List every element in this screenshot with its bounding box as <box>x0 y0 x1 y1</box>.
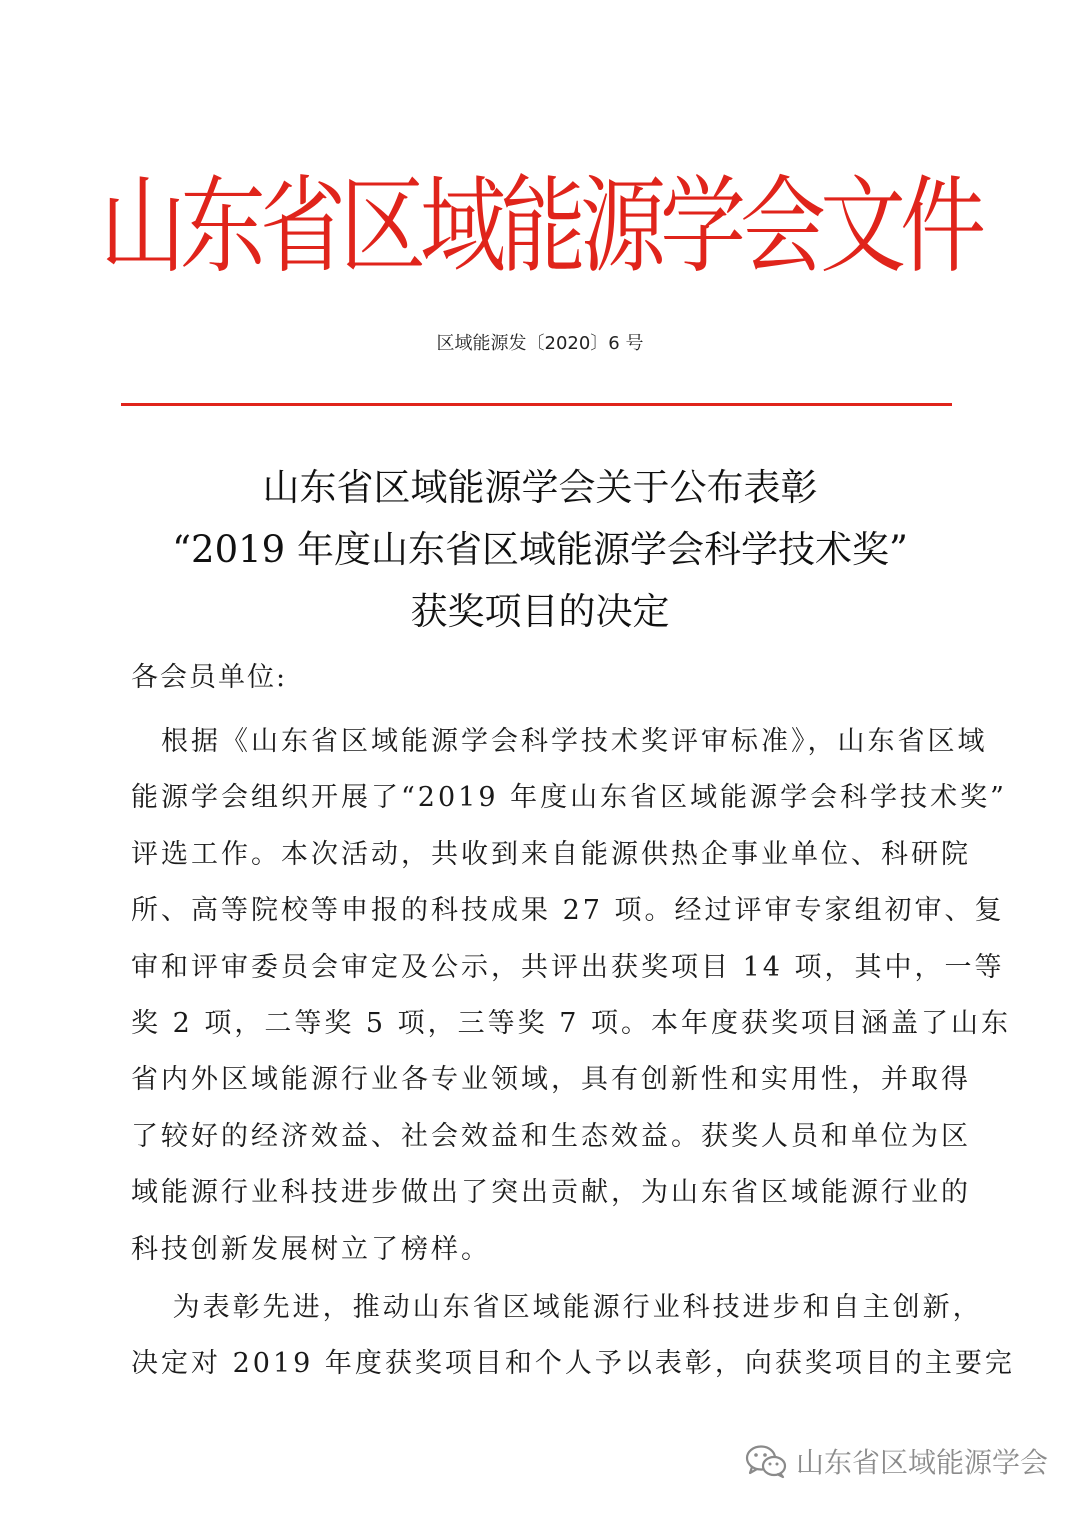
paragraph-line: 评选工作。本次活动，共收到来自能源供热企事业单位、科研院 <box>131 838 971 870</box>
paragraph-line: 为表彰先进，推动山东省区域能源行业科技进步和自主创新， <box>131 1292 983 1323</box>
paragraph-line: 能源学会组织开展了“2019 年度山东省区域能源学会科学技术奖” <box>131 782 1007 814</box>
red-divider-rule <box>121 403 952 406</box>
salutation: 各会员单位: <box>131 662 288 693</box>
paragraph-2 <box>131 1280 1015 1393</box>
paragraph-line: 域能源行业科技进步做出了突出贡献，为山东省区域能源行业的 <box>131 1177 971 1209</box>
title-line-3: 获奖项目的决定 <box>410 590 670 633</box>
paragraph-line: 决定对 2019 年度获奖项目和个人予以表彰，向获奖项目的主要完 <box>131 1348 1015 1380</box>
wechat-icon <box>744 1443 788 1479</box>
paragraph-1 <box>131 714 1012 1278</box>
paragraph-line: 奖 2 项，二等奖 5 项，三等奖 7 项。本年度获奖项目涵盖了山东 <box>131 1007 1012 1039</box>
masthead-title: 山东省区域能源学会文件 <box>100 166 980 289</box>
paragraph-line: 根据《山东省区域能源学会科学技术奖评审标准》，山东省区域 <box>131 726 988 757</box>
title-line-1: 山东省区域能源学会关于公布表彰 <box>262 466 818 509</box>
watermark-text: 山东省区域能源学会 <box>795 1446 1048 1479</box>
wechat-watermark <box>744 1441 1048 1481</box>
paragraph-line: 了较好的经济效益、社会效益和生态效益。获奖人员和单位为区 <box>131 1120 971 1152</box>
title-line-2: “2019 年度山东省区域能源学会科学技术奖” <box>172 528 908 571</box>
document-title <box>0 457 1080 643</box>
paragraph-line: 省内外区域能源行业各专业领域，具有创新性和实用性，并取得 <box>131 1064 971 1096</box>
paragraph-line: 审和评审委员会审定及公示，共评出获奖项目 14 项，其中，一等 <box>131 951 1005 983</box>
paragraph-line: 科技创新发展树立了榜样。 <box>131 1233 491 1265</box>
document-number: 区域能源发〔2020〕6 号 <box>436 333 644 354</box>
paragraph-line: 所、高等院校等申报的科技成果 27 项。经过评审专家组初审、复 <box>131 895 1005 927</box>
